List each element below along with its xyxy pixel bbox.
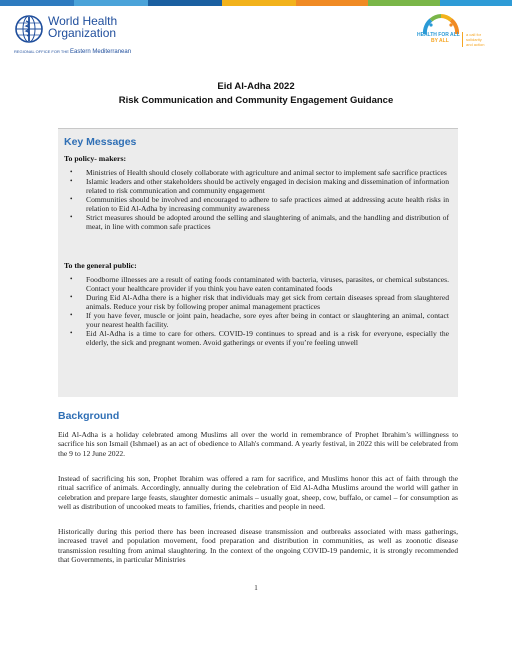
list-item	[70, 177, 449, 195]
background-heading: Background	[58, 410, 120, 422]
hfa-tag2: solidarity	[466, 37, 482, 42]
color-segment	[0, 0, 74, 6]
hfa-tag1: a call for	[466, 32, 482, 37]
document-subtitle: Risk Communication and Community Engagement Guidance	[118, 95, 394, 106]
color-segment	[222, 0, 296, 6]
color-segment	[368, 0, 440, 6]
top-color-bar	[0, 0, 512, 6]
bullet-icon: •	[70, 213, 73, 221]
policy-makers-heading: To policy- makers:	[64, 154, 127, 163]
list-item	[70, 311, 449, 329]
hfa-tagline	[462, 32, 484, 47]
bullet-icon: •	[70, 177, 73, 185]
list-item-text: Islamic leaders and other stakeholders should be actively engaged in decision making and dissemination of information related to risk communication and community engagement	[86, 177, 449, 195]
who-office-region: Eastern Mediterranean	[70, 49, 132, 55]
who-emblem-icon	[14, 14, 44, 44]
who-regional-office	[14, 49, 131, 55]
list-item-text: Ministries of Health should closely collaborate with agriculture and animal sector to implement safe sacrifice practices	[86, 168, 447, 177]
key-messages-box	[58, 128, 458, 397]
list-item	[70, 293, 449, 311]
color-segment	[74, 0, 148, 6]
document-title: Eid Al-Adha 2022	[217, 81, 295, 92]
bullet-icon: •	[70, 275, 73, 283]
background-paragraph-2: Instead of sacrificing his son, Prophet Ibrahim was offered a ram for sacrifice, and Muslims honor this act of faith through the ritual sacrifice of animals. Accordingly, annually during the celebration of Eid Al-Adha Muslims around the world will gather in celebration and prepare large feasts, slaughter domestic animals – usually goat, sheep, cow, buffalo, or camel – for consumption as well as distribution of uncooked meats to families, friends, charities and people in need.	[58, 474, 458, 512]
list-item-text: During Eid Al-Adha there is a higher risk that individuals may get sick from certain diseases spread from slaughtered animals. Reduce your risk by following proper animal management practices	[86, 293, 449, 311]
list-item	[70, 275, 449, 293]
list-item-text: Communities should be involved and encouraged to adhere to safe practices aimed at addressing acute health risks in relation to Eid Al-Adha by increasing community awareness	[86, 195, 449, 213]
who-name-line1: World Health	[48, 14, 118, 28]
list-item	[70, 213, 449, 231]
bullet-icon: •	[70, 195, 73, 203]
hfa-line1: HEALTH FOR ALL	[417, 32, 460, 38]
general-public-heading: To the general public:	[64, 261, 137, 270]
list-item-text: Foodborne illnesses are a result of eating foods contaminated with bacteria, viruses, parasites, or chemical substances. Contact your healthcare provider if you think you have eaten contaminated foods	[86, 275, 449, 293]
bullet-icon: •	[70, 329, 73, 337]
who-logo	[14, 14, 132, 58]
color-segment	[440, 0, 512, 6]
list-item-text: If you have fever, muscle or joint pain, headache, sore eyes after being in contact or slaughtering an animal, contact your nearest health facility.	[86, 311, 449, 329]
policy-list	[70, 168, 449, 231]
who-name	[48, 15, 117, 39]
bullet-icon: •	[70, 168, 73, 176]
who-name-line2: Organization	[48, 26, 117, 40]
bullet-icon: •	[70, 311, 73, 319]
health-for-all-logo	[417, 12, 497, 62]
key-messages-heading: Key Messages	[64, 136, 137, 148]
hfa-wordmark	[417, 32, 460, 44]
page-number: 1	[254, 584, 258, 592]
color-segment	[296, 0, 368, 6]
list-item	[70, 168, 449, 177]
public-list	[70, 275, 449, 347]
list-item	[70, 195, 449, 213]
background-paragraph-3: Historically during this period there has been increased disease transmission and outbreaks associated with mass gatherings, increased travel and population movement, food preparation and distribution in communities, as well as zoonotic disease transmission resulting from animal slaughtering. In the context of the ongoing COVID-19 pandemic, it is strongly recommended that Governments, in particular Ministries	[58, 527, 458, 565]
background-paragraph-1: Eid Al-Adha is a holiday celebrated among Muslims all over the world in remembrance of Prophet Ibrahim’s willingness to sacrifice his son Ismail (Ishmael) as an act of obedience to Allah's command. A yearly festival, in 2022 this will be celebrated from the 9 to 12 June 2022.	[58, 430, 458, 458]
list-item	[70, 329, 449, 347]
hfa-tag3: and action	[466, 42, 485, 47]
who-office-prefix: REGIONAL OFFICE FOR THE	[14, 49, 69, 54]
list-item-text: Eid Al-Adha is a time to care for others. COVID-19 continues to spread and is a risk for everyone, especially the elderly, the sick and pregnant women. Avoid gatherings or events if you’re feeling unwell	[86, 329, 449, 347]
color-segment	[148, 0, 222, 6]
hfa-line2: BY ALL	[431, 38, 449, 44]
list-item-text: Strict measures should be adopted around the selling and slaughtering of animals, and the handling and distribution of meat, in line with common safe practices	[86, 213, 449, 231]
bullet-icon: •	[70, 293, 73, 301]
